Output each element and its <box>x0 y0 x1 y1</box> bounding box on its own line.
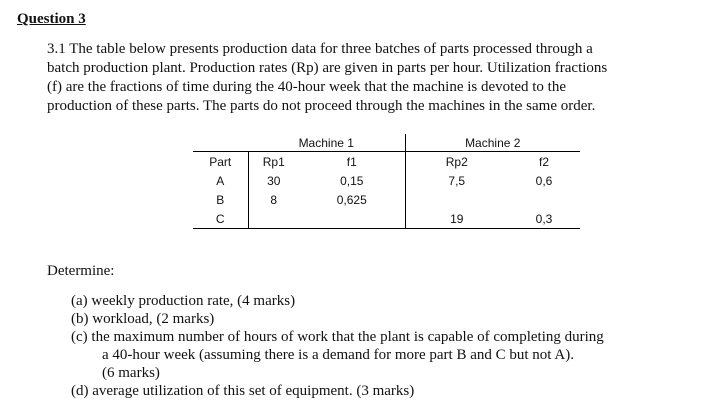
table-row <box>193 171 580 190</box>
table-row <box>193 209 580 229</box>
intro-line: batch production plant. Production rates (Rp) are given in parts per hour. Utilization fractions <box>47 60 608 76</box>
machine-header-row <box>193 134 580 152</box>
table-row <box>193 190 580 209</box>
table-cell: C <box>193 209 248 229</box>
table-cell <box>508 190 580 209</box>
table-cell: A <box>193 171 248 190</box>
table-cell: 0,625 <box>299 190 405 209</box>
table-cell: 0,6 <box>535 173 553 188</box>
column-header-row <box>193 152 580 172</box>
column-header-f2: f2 <box>508 152 580 172</box>
task-c: (c) the maximum number of hours of work that the plant is capable of completing during <box>71 329 604 345</box>
production-table <box>193 134 580 229</box>
table-cell: B <box>193 190 248 209</box>
task-c-marks: (6 marks) <box>102 365 160 381</box>
intro-line: production of these parts. The parts do not proceed through the machines in the same order. <box>47 98 596 114</box>
table-cell <box>248 209 299 229</box>
question-intro <box>47 40 707 116</box>
table-cell: 30 <box>267 173 281 188</box>
table-cell <box>299 209 405 229</box>
table-cell: 7,5 <box>448 173 466 188</box>
table-cell <box>193 134 248 152</box>
task-d: (d) average utilization of this set of equipment. (3 marks) <box>71 383 415 399</box>
table-cell <box>405 190 508 209</box>
task-b: (b) workload, (2 marks) <box>71 311 215 327</box>
column-header-rp2: Rp2 <box>405 152 508 172</box>
machine-1-header: Machine 1 <box>248 134 405 152</box>
table-cell: 0,15 <box>299 171 405 190</box>
table-cell: 8 <box>270 192 278 207</box>
task-c-continued: a 40-hour week (assuming there is a demand for more part B and C but not A). <box>102 347 574 363</box>
machine-2-header: Machine 2 <box>465 135 521 150</box>
task-a: (a) weekly production rate, (4 marks) <box>71 293 296 309</box>
column-header-part: Part <box>193 152 248 172</box>
task-list <box>71 292 711 400</box>
intro-line: (f) are the fractions of time during the 40-hour week that the machine is devoted to the <box>47 79 566 95</box>
column-header-rp1: Rp1 <box>248 152 299 172</box>
determine-label: Determine: <box>47 263 115 279</box>
table-cell: 19 <box>405 209 508 229</box>
question-heading: Question 3 <box>17 11 86 27</box>
intro-line: 3.1 The table below presents production data for three batches of parts processed through a <box>47 41 593 57</box>
table-cell: 0,3 <box>508 209 580 229</box>
column-header-f1: f1 <box>299 152 405 172</box>
